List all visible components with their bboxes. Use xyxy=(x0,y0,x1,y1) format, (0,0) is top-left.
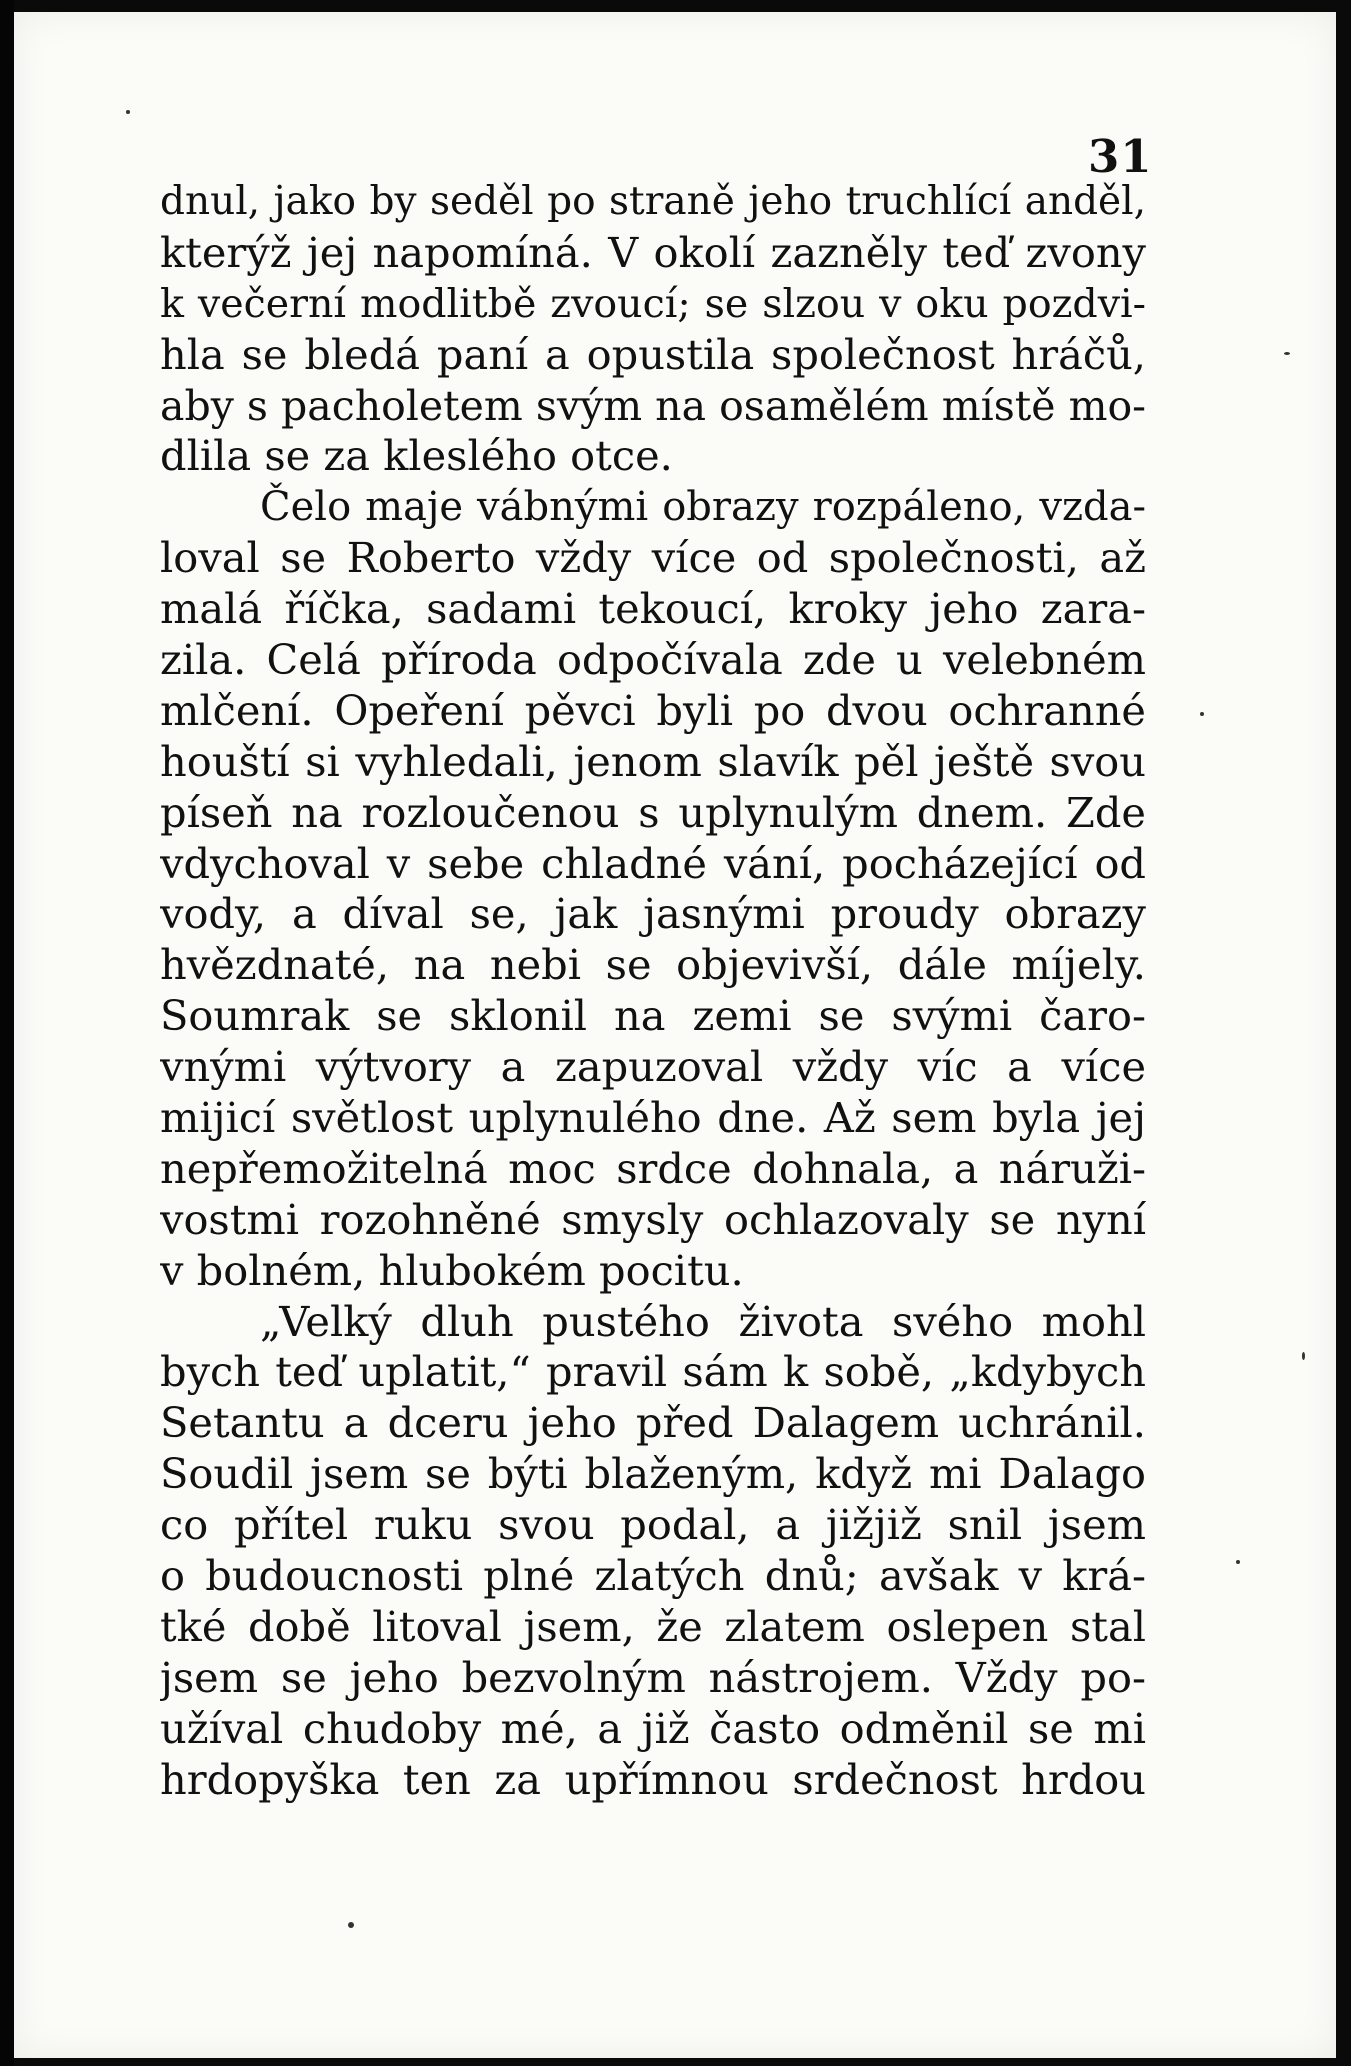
text-line: aby s pacholetem svým na osamělém místě mo- xyxy=(160,381,1146,430)
text-line: píseň na rozloučenou s uplynulým dnem. Zde xyxy=(160,787,1146,837)
text-line: dlila se za kleslého otce. xyxy=(160,431,673,481)
text-line: vnými výtvory a zapuzoval vždy víc a více xyxy=(160,1042,1146,1092)
text-line: o budoucnosti plné zlatých dnů; avšak v krá- xyxy=(160,1551,1146,1601)
book-spine-shadow xyxy=(0,0,14,2066)
text-line: užíval chudoby mé, a již často odměnil se mi xyxy=(160,1703,1146,1753)
text-line: Soudil jsem se býti blaženým, když mi Dalago xyxy=(160,1449,1146,1499)
text-line: hla se bledá paní a opustila společnost hráčů, xyxy=(160,329,1146,379)
text-line: jsem se jeho bezvolným nástrojem. Vždy po- xyxy=(160,1652,1146,1702)
text-line: co přítel ruku svou podal, a jižjiž snil jsem xyxy=(160,1500,1146,1550)
paper-speck xyxy=(1284,352,1290,355)
text-line: vdychoval v sebe chladné vání, pocházející od xyxy=(160,838,1146,888)
text-line: dnul, jako by seděl po straně jeho truchlící anděl, xyxy=(160,179,1146,224)
text-line: v bolném, hlubokém pocitu. xyxy=(160,1245,744,1295)
paper-speck xyxy=(348,1922,354,1928)
book-page xyxy=(14,12,1336,2058)
paper-speck xyxy=(1302,1352,1305,1360)
text-line: zila. Celá příroda odpočívala zde u velebném xyxy=(160,635,1146,685)
text-line: bych teď uplatit,“ pravil sám k sobě, „kdybych xyxy=(160,1347,1146,1397)
paper-speck xyxy=(126,110,130,114)
text-line: hvězdnaté, na nebi se objevivší, dále míjely. xyxy=(160,940,1146,990)
text-line: houští si vyhledali, jenom slavík pěl ještě svou xyxy=(160,736,1146,786)
text-line: nepřemožitelná moc srdce dohnala, a náruži- xyxy=(160,1143,1146,1193)
text-line: mijicí světlost uplynulého dne. Až sem byla jej xyxy=(160,1093,1146,1143)
text-line: Setantu a dceru jeho před Dalagem uchránil. xyxy=(160,1398,1146,1448)
text-line: kterýž jej napomíná. V okolí zazněly teď zvony xyxy=(160,227,1146,277)
text-line: loval se Roberto vždy více od společnosti, až xyxy=(160,533,1146,583)
text-line: „Velký dluh pustého života svého mohl xyxy=(260,1296,1146,1346)
text-line: Soumrak se sklonil na zemi se svými čaro- xyxy=(160,991,1146,1041)
text-line: k večerní modlitbě zvoucí; se slzou v oku pozdvi- xyxy=(160,280,1146,327)
text-line: vostmi rozohněné smysly ochlazovaly se nyní xyxy=(160,1194,1146,1244)
text-line: mlčení. Opeření pěvci byli po dvou ochranné xyxy=(160,685,1146,735)
body-text xyxy=(160,177,1146,1806)
text-line: vody, a díval se, jak jasnými proudy obrazy xyxy=(160,889,1146,939)
text-line: Čelo maje vábnými obrazy rozpáleno, vzda- xyxy=(260,484,1146,531)
paper-speck xyxy=(1236,1560,1240,1564)
paper-speck xyxy=(1200,712,1204,716)
text-line: malá říčka, sadami tekoucí, kroky jeho zara- xyxy=(160,584,1146,634)
text-line: hrdopyška ten za upřímnou srdečnost hrdou xyxy=(160,1754,1146,1804)
text-line: tké době litoval jsem, že zlatem oslepen stal xyxy=(160,1601,1146,1651)
page-number: 31 xyxy=(1088,130,1153,183)
